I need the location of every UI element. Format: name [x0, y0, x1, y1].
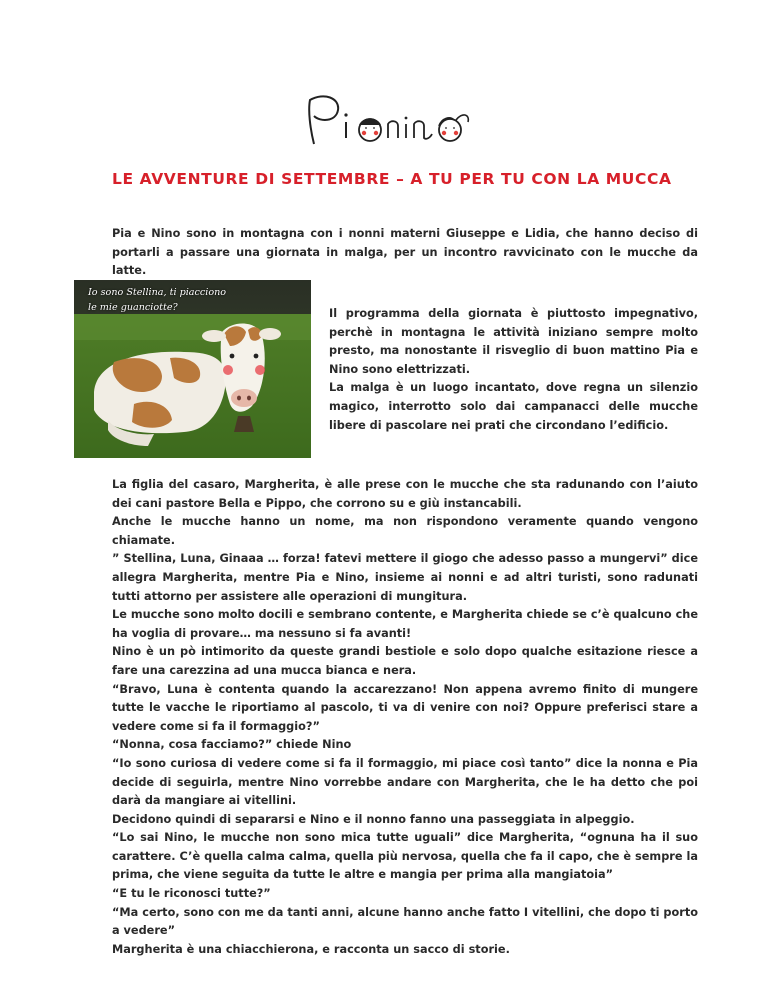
story-paragraph: “E tu le riconosci tutte?”: [112, 887, 271, 901]
story-paragraph: Nino è un pò intimorito da queste grandi bestiole e solo dopo qualche esitazione riesce a fare una carezzina ad una mucca bianca e nera.: [112, 645, 698, 677]
story-paragraph: Margherita è una chiacchierona, e racconta un sacco di storie.: [112, 942, 510, 956]
side-paragraph: Il programma della giornata è piuttosto impegnativo, perchè in montagna le attività iniziano sempre molto presto, ma nonostante il risveglio di buon mattino Pia e Nino sono elettrizzati.: [329, 307, 698, 376]
pia-e-nino-logo: [300, 92, 485, 150]
story-paragraph: “Nonna, cosa facciamo?” chiede Nino: [112, 738, 352, 752]
story-paragraph: “Lo sai Nino, le mucche non sono mica tutte uguali” dice Margherita, “ognuna ha il suo carattere. C’è quella calma calma, quella più nervosa, quella che fa il capo, che è sempre la prima, che viene seguita da tutte le altre e mangia per prima alla mangiatoia”: [112, 831, 698, 882]
story-paragraph: “Ma certo, sono con me da tanti anni, alcune hanno anche fatto I vitellini, che dopo ti porto a vedere”: [112, 905, 698, 938]
photo-caption: Io sono Stellina, ti piacciono le mie guanciotte?: [88, 287, 227, 313]
story-paragraph: Decidono quindi di separarsi e Nino e il nonno fanno una passeggiata in alpeggio.: [112, 812, 635, 826]
story-paragraph: Anche le mucche hanno un nome, ma non rispondono veramente quando vengono chiamate.: [112, 515, 698, 547]
side-text: [329, 305, 698, 435]
story-paragraph: ” Stellina, Luna, Ginaaa … forza! fatevi mettere il giogo che adesso passo a mungervi” dice allegra Margherita, mentre Pia e Nino, insieme ai nonni e ad altri turisti, sono radunati tutti attorno per assistere alle operazioni di mungitura.: [112, 552, 698, 603]
story-paragraph: “Io sono curiosa di vedere come si fa il formaggio, mi piace così tanto” dice la nonna e Pia decide di seguirla, mentre Nino vorrebbe andare con Margherita, che le ha detto che poi darà da mangiare ai vitellini.: [112, 756, 698, 808]
story-paragraph: La figlia del casaro, Margherita, è alle prese con le mucche che sta radunando con l’aiuto dei cani pastore Bella e Pippo, che corrono su e giù instancabili.: [112, 478, 698, 510]
side-paragraph: La malga è un luogo incantato, dove regna un silenzio magico, interrotto solo dai campanacci delle mucche libere di pascolare nei prati che circondano l’edificio.: [329, 381, 698, 432]
story-paragraph: “Bravo, Luna è contenta quando la accarezzano! Non appena avremo finito di mungere tutte le vacche le riportiamo al pascolo, ti va di venire con noi? Oppure preferisci stare a vedere come si fa il formaggio?”: [112, 682, 698, 733]
story-body: [112, 476, 698, 959]
story-paragraph: Le mucche sono molto docili e sembrano contente, e Margherita chiede se c’è qualcuno che ha voglia di provare… ma nessuno si fa avanti!: [112, 608, 698, 640]
page-title: LE AVVENTURE DI SETTEMBRE – A TU PER TU CON LA MUCCA: [112, 170, 672, 188]
intro-paragraph: Pia e Nino sono in montagna con i nonni materni Giuseppe e Lidia, che hanno deciso di portarli a passare una giornata in malga, per un incontro ravvicinato con le mucche da latte.: [112, 227, 698, 278]
